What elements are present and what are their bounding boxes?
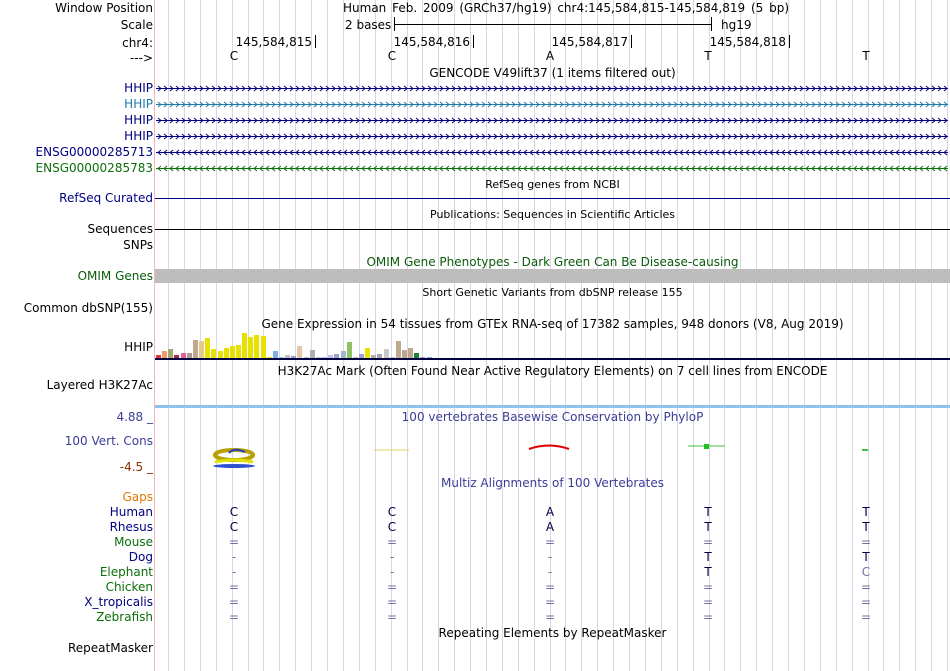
- refseq-label[interactable]: RefSeq Curated: [59, 191, 153, 205]
- species-label[interactable]: Chicken: [105, 580, 153, 594]
- alignment-base: =: [702, 610, 714, 624]
- gencode-track-label[interactable]: ENSG00000285783: [35, 161, 153, 175]
- gtex-tissue-bar[interactable]: [248, 337, 253, 358]
- gtex-title: Gene Expression in 54 tissues from GTEx RNA-seq of 17382 samples, 948 donors (V8, Aug 2019): [261, 317, 844, 331]
- alignment-base: -: [389, 565, 395, 579]
- alignment-base: -: [547, 565, 553, 579]
- gencode-track-label[interactable]: HHIP: [124, 97, 153, 111]
- alignment-base: =: [860, 580, 872, 594]
- scale-label: Scale: [120, 18, 153, 32]
- reference-base[interactable]: C: [229, 49, 239, 63]
- gtex-tissue-bar[interactable]: [205, 338, 210, 358]
- gtex-tissue-bar[interactable]: [168, 349, 173, 358]
- gtex-tissue-bar[interactable]: [193, 340, 198, 358]
- alignment-base: =: [386, 580, 398, 594]
- sequences-line[interactable]: [155, 229, 950, 230]
- strand-label: --->: [129, 51, 153, 65]
- reference-base[interactable]: T: [704, 49, 712, 63]
- gtex-tissue-bar[interactable]: [273, 351, 278, 358]
- h3k27ac-signal[interactable]: [155, 405, 950, 408]
- gtex-tissue-bar[interactable]: [365, 348, 370, 358]
- alignment-base: =: [702, 580, 714, 594]
- phylop-signal[interactable]: [155, 436, 950, 472]
- alignment-base: =: [228, 610, 240, 624]
- species-label[interactable]: Rhesus: [109, 520, 153, 534]
- coordinate-tick: [315, 35, 316, 48]
- gtex-tissue-bar[interactable]: [261, 336, 266, 358]
- label-divider: [154, 0, 155, 671]
- gaps-label[interactable]: Gaps: [122, 490, 153, 504]
- alignment-base: =: [860, 610, 872, 624]
- dbsnp-title: Short Genetic Variants from dbSNP release 155: [422, 286, 683, 299]
- phylop-title: 100 vertebrates Basewise Conservation by PhyloP: [401, 410, 704, 424]
- gtex-tissue-bar[interactable]: [218, 351, 223, 358]
- reference-base[interactable]: C: [387, 49, 397, 63]
- alignment-base: C: [229, 520, 239, 534]
- alignment-base: A: [545, 505, 555, 519]
- scale-value: 2 bases: [345, 18, 392, 32]
- gtex-tissue-bar[interactable]: [297, 346, 302, 358]
- alignment-base: =: [386, 535, 398, 549]
- omim-title: OMIM Gene Phenotypes - Dark Green Can Be Disease-causing: [366, 255, 739, 269]
- phylop-peak-base4: [704, 444, 709, 449]
- gtex-tissue-bar[interactable]: [310, 350, 315, 358]
- species-label[interactable]: Dog: [128, 550, 153, 564]
- gtex-tissue-bar[interactable]: [230, 346, 235, 358]
- window-position-label: Window Position: [55, 1, 153, 15]
- alignment-base: T: [862, 520, 870, 534]
- coordinate-label: 145,584,816: [393, 35, 470, 49]
- coordinate-label: 145,584,817: [551, 35, 628, 49]
- gencode-transcript[interactable]: [156, 165, 948, 172]
- gencode-track-label[interactable]: ENSG00000285713: [35, 145, 153, 159]
- gtex-tissue-bar[interactable]: [254, 335, 259, 358]
- h3k27ac-title: H3K27Ac Mark (Often Found Near Active Regulatory Elements) on 7 cell lines from ENCODE: [277, 364, 828, 378]
- alignment-base: =: [228, 535, 240, 549]
- alignment-base: T: [862, 505, 870, 519]
- alignment-base: -: [231, 550, 237, 564]
- alignment-base: =: [702, 595, 714, 609]
- gencode-transcript[interactable]: [156, 101, 948, 108]
- publications-title: Publications: Sequences in Scientific Articles: [430, 208, 675, 221]
- species-label[interactable]: Elephant: [99, 565, 153, 579]
- alignment-base: C: [387, 520, 397, 534]
- chrom-label: chr4:: [122, 36, 153, 50]
- species-label[interactable]: Mouse: [114, 535, 153, 549]
- coordinate-tick: [473, 35, 474, 48]
- alignment-base: =: [702, 535, 714, 549]
- conservation-logo-base1: [213, 450, 255, 468]
- gencode-transcript[interactable]: [156, 117, 948, 124]
- repeatmasker-title: Repeating Elements by RepeatMasker: [438, 626, 667, 640]
- gencode-transcript[interactable]: [156, 133, 948, 140]
- repeatmasker-label[interactable]: RepeatMasker: [67, 641, 153, 655]
- alignment-base: C: [387, 505, 397, 519]
- gtex-tissue-bar[interactable]: [162, 351, 167, 358]
- multiz-title: Multiz Alignments of 100 Vertebrates: [440, 476, 665, 490]
- gtex-tissue-bar[interactable]: [199, 341, 204, 358]
- gtex-tissue-bar[interactable]: [211, 349, 216, 358]
- gtex-tissue-bar[interactable]: [384, 349, 389, 358]
- alignment-base: A: [545, 520, 555, 534]
- phylop-label[interactable]: 100 Vert. Cons: [64, 434, 153, 448]
- alignment-base: -: [389, 550, 395, 564]
- gtex-tissue-bar[interactable]: [402, 350, 407, 358]
- reference-base[interactable]: T: [862, 49, 870, 63]
- alignment-base: =: [544, 535, 556, 549]
- sequences-label[interactable]: Sequences: [87, 222, 153, 236]
- coordinate-label: 145,584,818: [709, 35, 786, 49]
- gencode-transcript[interactable]: [156, 85, 948, 92]
- gtex-tissue-bar[interactable]: [408, 348, 413, 358]
- alignment-base: =: [544, 610, 556, 624]
- alignment-base: =: [228, 595, 240, 609]
- snps-label[interactable]: SNPs: [123, 238, 153, 252]
- gencode-track-label[interactable]: HHIP: [124, 113, 153, 127]
- gtex-tissue-bar[interactable]: [242, 333, 247, 358]
- alignment-base: T: [704, 505, 712, 519]
- refseq-title: RefSeq genes from NCBI: [485, 178, 620, 191]
- alignment-base: =: [386, 595, 398, 609]
- omim-label[interactable]: OMIM Genes: [77, 269, 153, 283]
- alignment-base: -: [231, 565, 237, 579]
- gencode-track-label[interactable]: HHIP: [124, 129, 153, 143]
- gencode-transcript[interactable]: [156, 149, 948, 156]
- phylop-max-label: 4.88 _: [116, 410, 153, 424]
- gtex-tissue-bar[interactable]: [341, 351, 346, 358]
- omim-bar[interactable]: [155, 269, 950, 283]
- alignment-base: T: [704, 565, 712, 579]
- gtex-label[interactable]: HHIP: [124, 340, 153, 354]
- alignment-base: T: [704, 550, 712, 564]
- alignment-base: T: [862, 550, 870, 564]
- alignment-base: C: [229, 505, 239, 519]
- gencode-title: GENCODE V49lift37 (1 items filtered out): [429, 66, 676, 80]
- alignment-base: =: [386, 610, 398, 624]
- window-position-value: Human Feb. 2009 (GRCh37/hg19) chr4:145,584,815-145,584,819 (5 bp): [343, 1, 790, 15]
- alignment-base: T: [704, 520, 712, 534]
- coordinate-tick: [789, 35, 790, 48]
- coordinate-label: 145,584,815: [235, 35, 312, 49]
- alignment-base: =: [860, 595, 872, 609]
- gtex-tissue-bar[interactable]: [224, 348, 229, 358]
- dbsnp-label[interactable]: Common dbSNP(155): [23, 301, 153, 315]
- h3k27ac-label[interactable]: Layered H3K27Ac: [46, 378, 153, 392]
- gtex-bar-chart[interactable]: [156, 330, 556, 358]
- alignment-base: -: [547, 550, 553, 564]
- gtex-tissue-bar[interactable]: [347, 342, 352, 358]
- gtex-baseline: [155, 358, 950, 360]
- gtex-tissue-bar[interactable]: [236, 345, 241, 358]
- alignment-base: =: [860, 535, 872, 549]
- gtex-tissue-bar[interactable]: [396, 341, 401, 358]
- alignment-base: =: [544, 580, 556, 594]
- species-label[interactable]: Human: [109, 505, 153, 519]
- species-label[interactable]: Zebrafish: [96, 610, 153, 624]
- species-label[interactable]: X_tropicalis: [84, 595, 153, 609]
- refseq-line[interactable]: [155, 198, 950, 199]
- phylop-mark-base3: [529, 446, 569, 450]
- alignment-base: =: [228, 580, 240, 594]
- gencode-track-label[interactable]: HHIP: [124, 81, 153, 95]
- coordinate-tick: [631, 35, 632, 48]
- phylop-min-label: -4.5 _: [119, 460, 153, 474]
- alignment-base: C: [861, 565, 871, 579]
- reference-base[interactable]: A: [545, 49, 555, 63]
- alignment-base: =: [544, 595, 556, 609]
- scale-db: hg19: [721, 18, 752, 32]
